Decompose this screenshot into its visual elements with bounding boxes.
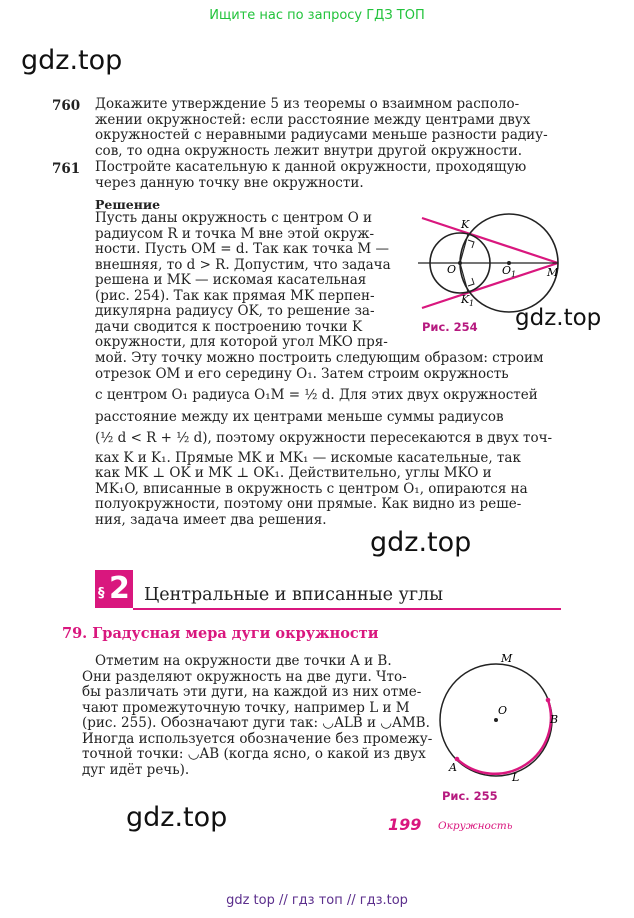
text-line: Отметим на окружности две точки A и B. xyxy=(95,653,392,669)
text-line: дачи сводится к построению точки K xyxy=(95,318,363,335)
text-line: решена и MK — искомая касательная xyxy=(95,272,367,288)
text-line: радиусом R и точка M вне этой окруж- xyxy=(95,225,375,242)
problem-number-760: 760 xyxy=(52,98,81,114)
page-number: 199 xyxy=(388,815,422,834)
solution-heading: Решение xyxy=(95,197,161,212)
text-line: расстояние между их центрами меньше суммы радиусов xyxy=(95,408,504,425)
text-line: ности. Пусть OM = d. Так как точка M — xyxy=(95,241,390,257)
problem-761-text xyxy=(95,160,562,191)
problem-number-761: 761 xyxy=(52,161,81,177)
text-line: Иногда используется обозначение без промежу- xyxy=(82,730,433,747)
figure-254-caption: Рис. 254 xyxy=(422,320,478,334)
text-line: MK₁O, вписанные в окружность с центром O₁, опираются на xyxy=(95,480,528,497)
text-line: отрезок OM и его середину O₁. Затем строим окружность xyxy=(95,365,509,382)
center-point-o xyxy=(494,718,498,722)
section-badge xyxy=(95,570,133,608)
text-line: окружности, для которой угол MKO пря- xyxy=(95,334,388,350)
label-m: M xyxy=(547,266,559,279)
right-angle-mark xyxy=(468,278,474,286)
section-number: 2 xyxy=(109,571,130,606)
point-b xyxy=(546,698,551,703)
text-line: точной точки: ◡AB (когда ясно, о какой из двух xyxy=(82,746,426,762)
label-o1-subscript: 1 xyxy=(511,270,517,279)
text-line: Постройте касательную к данной окружности, проходящую xyxy=(95,159,527,175)
page-section-label: Окружность xyxy=(438,820,513,832)
text-line: полуокружности, поэтому они прямые. Как видно из реше- xyxy=(95,496,522,512)
point-o xyxy=(458,261,462,265)
text-line: окружностей с неравными радиусами меньше разности радиу- xyxy=(95,127,548,143)
label-k1-subscript: 1 xyxy=(469,299,475,308)
text-line: дикулярна радиусу OK, то решение за- xyxy=(95,303,375,319)
watermark: gdz.top xyxy=(515,305,602,331)
text-line: жении окружностей: если расстояние между центрами двух xyxy=(95,111,531,128)
text-line: дуг идёт речь). xyxy=(82,761,190,778)
text-line: (рис. 255). Обозначают дуги так: ◡ALB и ◡AMB. xyxy=(82,715,430,731)
text-line: мой. Эту точку можно построить следующим образом: строим xyxy=(95,350,544,366)
problem-760-text xyxy=(95,97,562,159)
section-symbol: § xyxy=(98,586,105,601)
search-banner: Ищите нас по запросу ГДЗ ТОП xyxy=(209,8,425,23)
radius-ok1 xyxy=(460,263,468,292)
text-line: внешняя, то d > R. Допустим, что задача xyxy=(95,256,391,273)
subsection-number: 79. xyxy=(62,625,88,642)
text-line: Докажите утверждение 5 из теоремы о взаимном располо- xyxy=(95,96,520,112)
text-line: через данную точку вне окружности. xyxy=(95,174,364,191)
text-line: бы различать эти дуги, на каждой из них отме- xyxy=(82,684,422,700)
watermark: gdz.top xyxy=(21,45,123,76)
text-line: чают промежуточную точку, например L и M xyxy=(82,699,410,716)
label-b: B xyxy=(550,713,559,726)
subsection-title: Градусная мера дуги окружности xyxy=(92,625,379,642)
right-angle-mark xyxy=(468,240,474,248)
figure-255 xyxy=(434,648,569,788)
label-o: O xyxy=(447,263,457,276)
subsection-text xyxy=(82,653,433,778)
watermark: gdz.top xyxy=(370,527,472,558)
text-line: как MK ⊥ OK и MK ⊥ OK₁. Действительно, углы MKO и xyxy=(95,465,492,481)
solution-wide-block xyxy=(95,351,562,528)
section-divider xyxy=(133,608,561,610)
label-m: M xyxy=(501,652,513,665)
label-a: A xyxy=(449,761,457,774)
label-l: L xyxy=(512,771,520,784)
radius-ok xyxy=(460,234,468,263)
figure-255-caption: Рис. 255 xyxy=(442,789,498,803)
label-o1: O xyxy=(502,264,512,277)
section-title: Центральные и вписанные углы xyxy=(144,585,444,605)
text-line: сов, то одна окружность лежит внутри другой окружности. xyxy=(95,142,522,159)
text-line: (рис. 254). Так как прямая MK перпен- xyxy=(95,287,375,304)
label-k: K xyxy=(461,218,470,231)
text-line: (½ d < R + ½ d), поэтому окружности пересекаются в двух точ- xyxy=(95,430,553,446)
label-k1: K xyxy=(461,293,470,306)
text-line: ния, задача имеет два решения. xyxy=(95,511,327,528)
text-line: с центром O₁ радиуса O₁M = ½ d. Для этих двух окружностей xyxy=(95,387,538,403)
footer-links[interactable]: gdz top // гдз топ // гдз.top xyxy=(226,893,408,908)
label-o: O xyxy=(498,704,508,717)
watermark: gdz.top xyxy=(126,802,228,833)
subsection-heading xyxy=(62,625,378,642)
solution-narrow-block xyxy=(95,211,410,351)
text-line: ках K и K₁. Прямые MK и MK₁ — искомые касательные, так xyxy=(95,449,521,466)
text-line: Они разделяют окружность на две дуги. Что- xyxy=(82,668,407,685)
text-line: Пусть даны окружность с центром O и xyxy=(95,210,373,226)
